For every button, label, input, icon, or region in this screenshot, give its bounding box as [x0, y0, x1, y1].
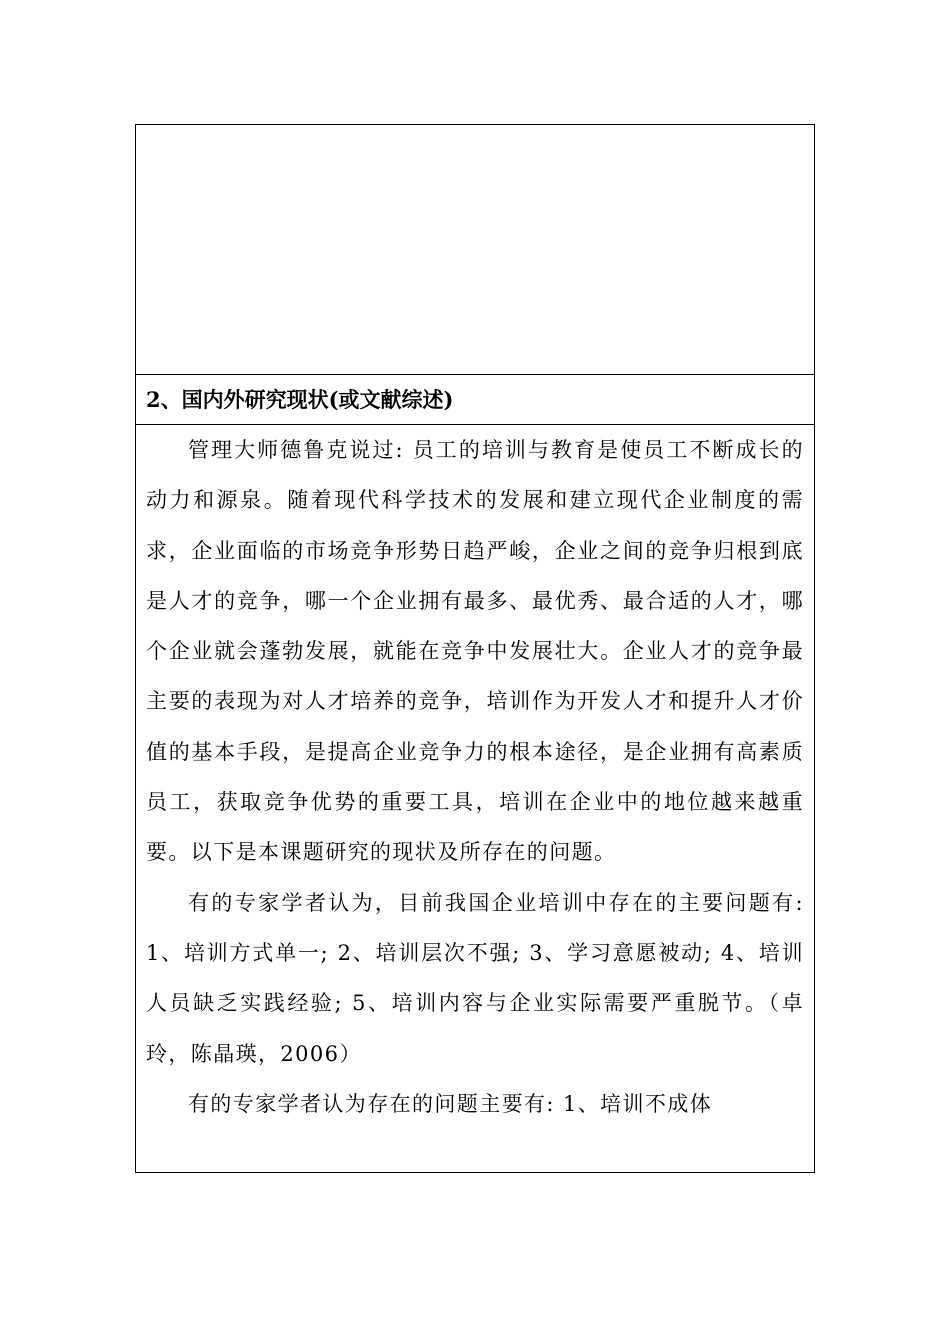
blank-table-cell: [136, 125, 814, 375]
section-body: [136, 425, 814, 1172]
paragraph-2: 有的专家学者认为，目前我国企业培训中存在的主要问题有: 1、培训方式单一; 2、培训层次不强; 3、学习意愿被动; 4、培训人员缺乏实践经验; 5、培训内容与企业实际需要严重脱节。（卓玲，陈晶瑛，2006）: [146, 890, 804, 1066]
paragraph-3: 有的专家学者认为存在的问题主要有: 1、培训不成体: [188, 1091, 713, 1116]
section-heading: 2、国内外研究现状(或文献综述): [136, 375, 814, 425]
document-table: [135, 124, 815, 1173]
paragraph-1: 管理大师德鲁克说过: 员工的培训与教育是使员工不断成长的动力和源泉。随着现代科学技术的发展和建立现代企业制度的需求，企业面临的市场竞争形势日趋严峻，企业之间的竞争归根到底是人才的竞争，哪一个企业拥有最多、最优秀、最合适的人才，哪个企业就会蓬勃发展，就能在竞争中发展壮大。企业人才的竞争最主要的表现为对人才培养的竞争，培训作为开发人才和提升人才价值的基本手段，是提高企业竞争力的根本途径，是企业拥有高素质员工，获取竞争优势的重要工具，培训在企业中的地位越来越重要。以下是本课题研究的现状及所存在的问题。: [146, 438, 804, 865]
